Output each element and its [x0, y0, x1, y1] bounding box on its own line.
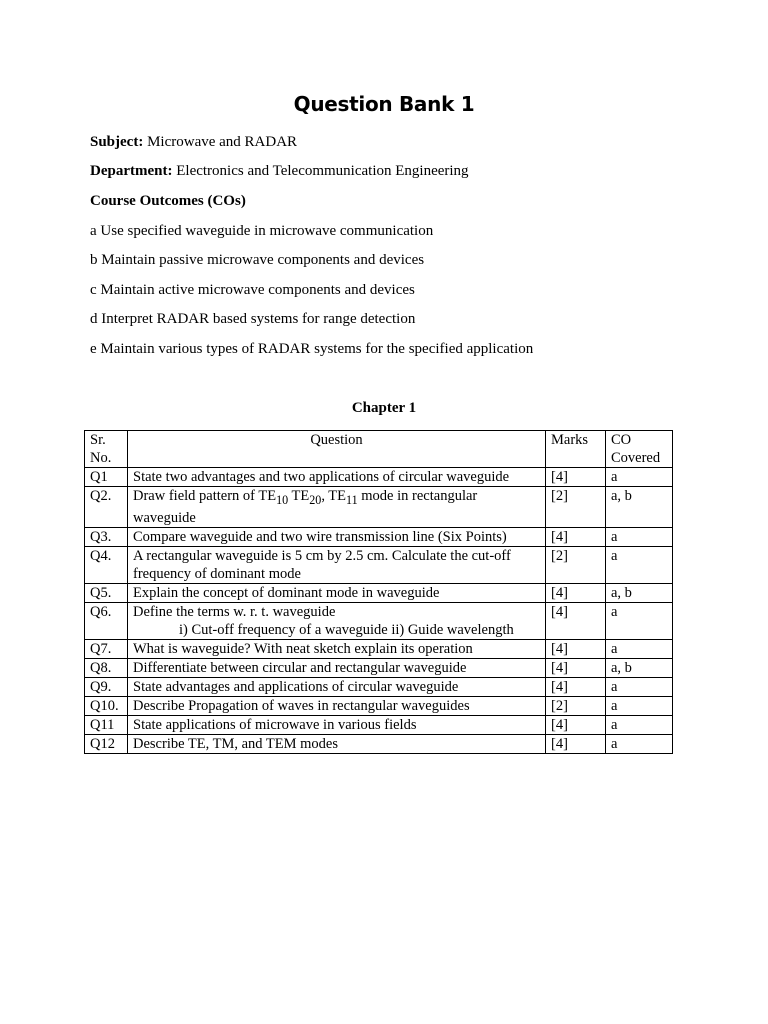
subject-value: Microwave and RADAR — [143, 134, 298, 150]
row-question: Explain the concept of dominant mode in waveguide — [128, 583, 546, 602]
question-text: Draw field pattern of TE — [133, 488, 277, 504]
row-marks: [4] — [546, 677, 606, 696]
header-sr-no — [85, 431, 128, 468]
row-sr: Q11 — [85, 715, 128, 734]
row-co: a — [606, 639, 673, 658]
question-subitems: i) Cut-off frequency of a waveguide ii) Guide wavelength — [179, 621, 514, 638]
course-outcomes-heading: Course Outcomes (COs) — [90, 193, 246, 209]
table-row — [85, 734, 673, 753]
document-title: Question Bank 1 — [293, 92, 475, 116]
row-marks: [4] — [546, 527, 606, 546]
header-co-covered — [606, 431, 673, 468]
table-row — [85, 546, 673, 583]
row-question: Describe Propagation of waves in rectangular waveguides — [128, 696, 546, 715]
row-co: a — [606, 677, 673, 696]
question-table — [84, 430, 673, 754]
table-header-row — [85, 431, 673, 468]
row-marks: [4] — [546, 468, 606, 487]
row-sr: Q5. — [85, 583, 128, 602]
row-co: a — [606, 546, 673, 583]
subject-line — [90, 134, 297, 151]
subscript: 11 — [346, 492, 358, 507]
row-co: a — [606, 602, 673, 639]
row-question: State applications of microwave in various fields — [128, 715, 546, 734]
table-row — [85, 696, 673, 715]
table-row — [85, 677, 673, 696]
row-co: a — [606, 468, 673, 487]
table-row — [85, 527, 673, 546]
question-text: mode in rectangular waveguide — [133, 488, 478, 526]
row-marks: [2] — [546, 696, 606, 715]
row-question: Differentiate between circular and rectangular waveguide — [128, 658, 546, 677]
row-sr: Q8. — [85, 658, 128, 677]
subscript: 20 — [309, 492, 322, 507]
row-co: a, b — [606, 583, 673, 602]
department-value: Electronics and Telecommunication Engineering — [172, 163, 469, 179]
department-label: Department: — [90, 163, 173, 179]
table-row — [85, 487, 673, 528]
row-sr: Q10. — [85, 696, 128, 715]
row-question: State advantages and applications of circular waveguide — [128, 677, 546, 696]
chapter-title: Chapter 1 — [351, 400, 417, 416]
row-marks: [4] — [546, 658, 606, 677]
subscript: 10 — [276, 492, 289, 507]
row-co: a — [606, 734, 673, 753]
course-outcome-c: c Maintain active microwave components and devices — [90, 282, 415, 298]
row-co: a — [606, 696, 673, 715]
subject-label: Subject: — [90, 134, 144, 150]
table-row — [85, 658, 673, 677]
row-sr: Q6. — [85, 602, 128, 639]
question-text: TE — [288, 488, 310, 504]
header-question: Question — [128, 431, 546, 468]
row-marks: [4] — [546, 602, 606, 639]
header-sr-line1: Sr. — [90, 432, 106, 448]
row-sr: Q1 — [85, 468, 128, 487]
row-marks: [2] — [546, 487, 606, 528]
row-co: a — [606, 527, 673, 546]
table-row — [85, 602, 673, 639]
row-marks: [4] — [546, 583, 606, 602]
row-question: State two advantages and two applications of circular waveguide — [128, 468, 546, 487]
row-marks: [4] — [546, 639, 606, 658]
department-line — [90, 163, 469, 180]
course-outcome-d: d Interpret RADAR based systems for range detection — [90, 311, 416, 327]
row-co: a, b — [606, 658, 673, 677]
row-question — [128, 602, 546, 639]
table-row — [85, 639, 673, 658]
course-outcome-e: e Maintain various types of RADAR systems for the specified application — [90, 341, 534, 357]
header-co-line2: Covered — [611, 450, 661, 466]
row-sr: Q9. — [85, 677, 128, 696]
question-text: Define the terms w. r. t. waveguide — [133, 603, 336, 620]
row-question: Compare waveguide and two wire transmission line (Six Points) — [128, 527, 546, 546]
header-marks: Marks — [546, 431, 606, 468]
header-co-line1: CO — [611, 432, 632, 448]
row-question: What is waveguide? With neat sketch explain its operation — [128, 639, 546, 658]
table-row — [85, 583, 673, 602]
question-text: , TE — [321, 488, 347, 504]
row-sr: Q12 — [85, 734, 128, 753]
table-row — [85, 715, 673, 734]
row-question: A rectangular waveguide is 5 cm by 2.5 cm. Calculate the cut-off frequency of dominant mode — [128, 546, 546, 583]
header-sr-line2: No. — [90, 450, 112, 466]
row-sr: Q4. — [85, 546, 128, 583]
table-row — [85, 468, 673, 487]
course-outcome-a: a Use specified waveguide in microwave communication — [90, 223, 434, 239]
row-co: a — [606, 715, 673, 734]
row-sr: Q7. — [85, 639, 128, 658]
row-sr: Q3. — [85, 527, 128, 546]
row-marks: [2] — [546, 546, 606, 583]
row-marks: [4] — [546, 734, 606, 753]
row-question — [128, 487, 546, 528]
row-sr: Q2. — [85, 487, 128, 528]
row-marks: [4] — [546, 715, 606, 734]
row-co: a, b — [606, 487, 673, 528]
course-outcome-b: b Maintain passive microwave components and devices — [90, 252, 425, 268]
row-question: Describe TE, TM, and TEM modes — [128, 734, 546, 753]
